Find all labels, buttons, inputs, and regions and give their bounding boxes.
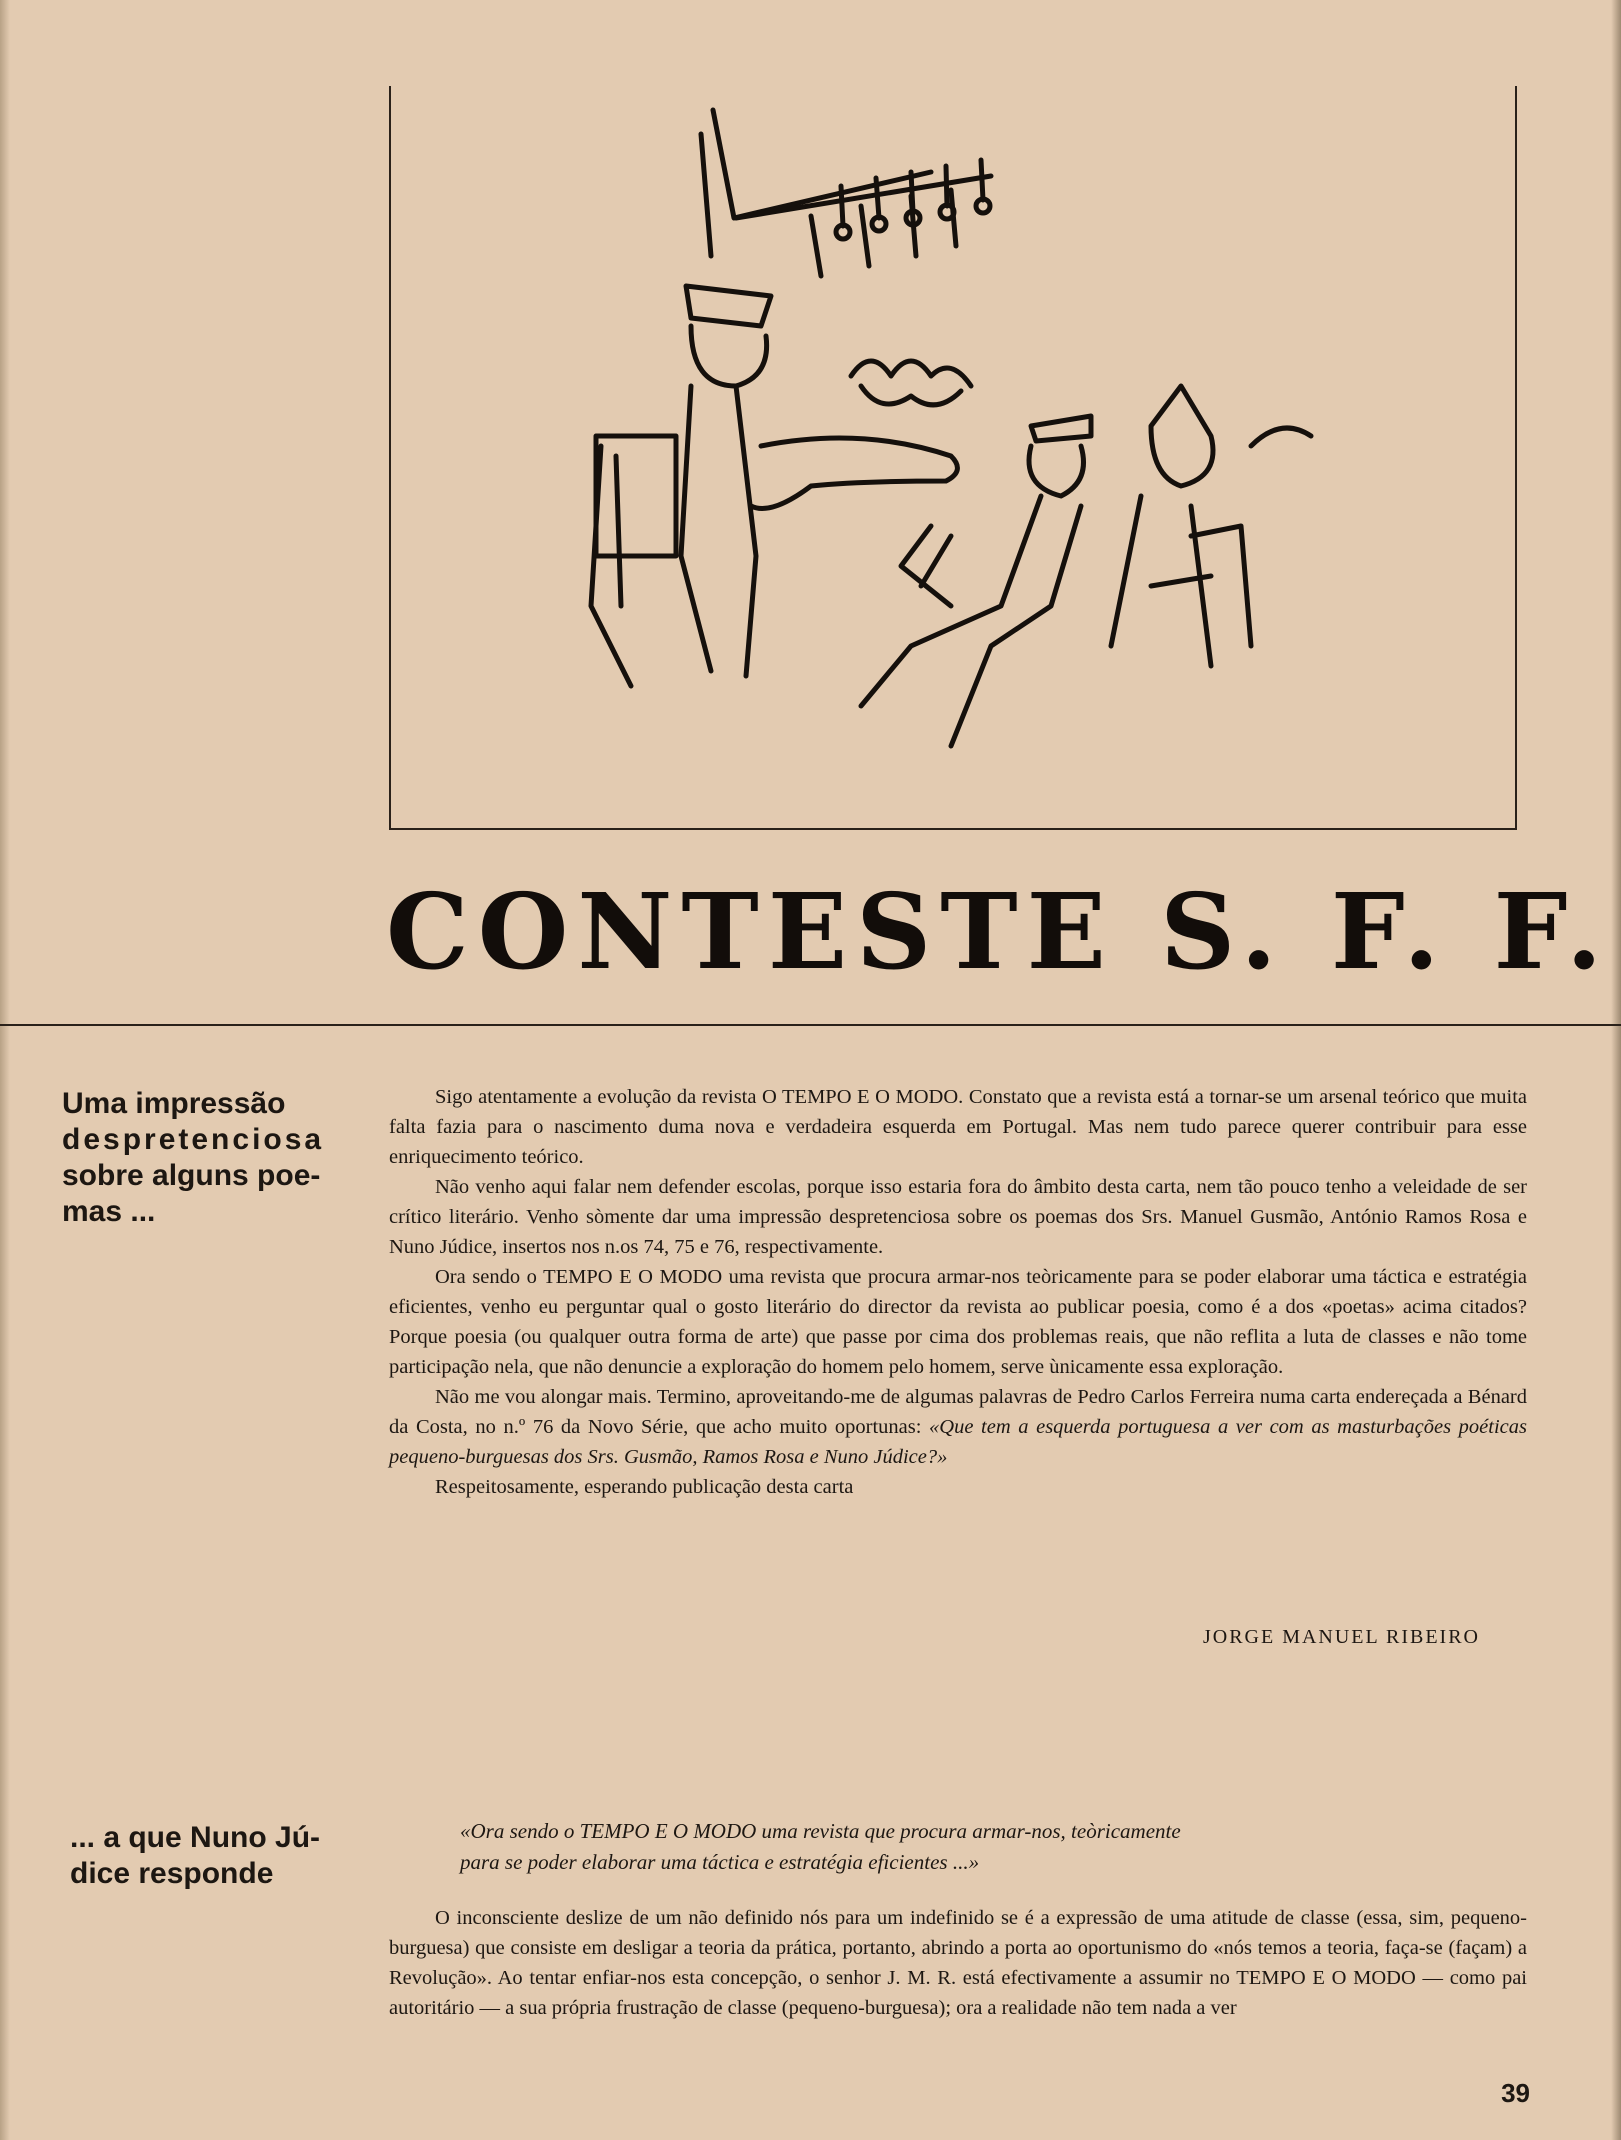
page-number: 39 xyxy=(1501,2078,1530,2108)
strap-pole xyxy=(701,134,711,256)
letter-paragraph: Sigo atentamente a evolução da revista O TEMPO E O MODO. Constato que a revista está a tornar-se um arsenal teórico que muita falta fazia para o nascimento duma nova e verdadeira esquerda em Portugal. Mas nem tudo parece querer contribuir para esse enriquecimento teórico. xyxy=(389,1086,1527,1168)
conductor-face xyxy=(691,326,767,386)
conductor-cap xyxy=(686,286,771,326)
letter-paragraph xyxy=(389,1382,1527,1472)
cartoon-illustration xyxy=(391,86,1519,830)
page-edge-left xyxy=(0,0,10,2140)
letter-signature: JORGE MANUEL RIBEIRO xyxy=(1202,1626,1480,1648)
pointing-hand xyxy=(751,438,957,509)
old-passenger-body xyxy=(1111,496,1211,666)
passenger-face xyxy=(1029,446,1084,496)
sidehead-reply xyxy=(70,1820,360,1892)
horizontal-rule xyxy=(0,1024,1621,1026)
sidehead-line: ... a que Nuno Jú- xyxy=(70,1821,321,1854)
sidehead-line: mas ... xyxy=(62,1195,156,1228)
reply-paragraph: O inconsciente deslize de um não definido nós para um indefinido se é a expressão de uma atitude de classe (essa, sim, pequeno-burguesa) que consiste em desligar a teoria da prática, portanto, abrindo a porta ao oportunismo do «nós temos a teoria, faça-se (façam) a Revolução». Ao tentar enfiar-nos esta concepção, o senhor J. M. R. está efectivamente a assumir no TEMPO E O MODO — como pai autoritário — a sua própria frustração de classe (pequeno-burguesa); ora a realidade não tem nada a ver xyxy=(389,1907,1527,2019)
background-crowd-2 xyxy=(861,386,961,405)
third-passenger-head xyxy=(1251,428,1311,446)
letter-text: Não me vou alongar mais. Termino, aproveitando-me de algumas palavras de Pedro Carlos Ferreira numa carta endereçada a Bénard da Costa, no n.º 76 da Novo Série, que acho muito oportunas: xyxy=(389,1386,1527,1438)
background-crowd xyxy=(851,361,971,386)
page-edge-right xyxy=(1611,0,1621,2140)
ticket-box xyxy=(596,436,676,556)
sidehead-letter xyxy=(62,1086,352,1230)
page-title: CONTESTE S. F. F. xyxy=(386,870,1612,993)
passenger-hat xyxy=(1031,416,1091,441)
letter-body xyxy=(389,1082,1527,1502)
sidehead-line: sobre alguns poe- xyxy=(62,1159,321,1192)
letter-paragraph: Não venho aqui falar nem defender escolas, porque isso estaria fora do âmbito desta carta, nem tão pouco tenho a veleidade de ser crítico literário. Venho sòmente dar uma impressão despretenciosa sobre os poemas dos Srs. Manuel Gusmão, António Ramos Rosa e Nuno Júdice, insertos nos n.os 74, 75 e 76, respectivamente. xyxy=(389,1176,1527,1258)
quoted-excerpt xyxy=(460,1816,1450,1878)
letter-quote: «Que tem a esquerda portuguesa a ver com as masturbações poéticas pequeno-burguesas dos Srs. Gusmão, Ramos Rosa e Nuno Júdice?» xyxy=(389,1416,1527,1468)
reply-body xyxy=(389,1903,1527,2023)
passenger-body xyxy=(861,496,1081,746)
sidehead-line: Uma impressão xyxy=(62,1087,286,1120)
old-passenger-head xyxy=(1151,386,1213,486)
letter-paragraph: Ora sendo o TEMPO E O MODO uma revista que procura armar-nos teòricamente para se poder elaborar uma táctica e estratégia eficientes, venho eu perguntar qual o gosto literário do director da revista ao publicar poesia, como é a dos «poetas» acima citados? Porque poesia (ou qualquer outra forma de arte) que passe por cima dos problemas reais, que não reflita a luta de classes e não tome participação nela, que não denuncie a exploração do homem pelo homem, serve ùnicamente essa exploração. xyxy=(389,1266,1527,1378)
quote-line: «Ora sendo o TEMPO E O MODO uma revista que procura armar-nos, teòricamente xyxy=(460,1819,1181,1843)
cartoon-illustration-frame xyxy=(389,86,1517,830)
sidehead-line: dice responde xyxy=(70,1857,274,1890)
sidehead-line: despretenciosa xyxy=(62,1123,325,1156)
conductor-coat xyxy=(681,386,756,676)
letter-closing: Respeitosamente, esperando publicação desta carta xyxy=(435,1476,854,1498)
seated-legs xyxy=(901,526,951,606)
quote-line: para se poder elaborar uma táctica e estratégia eficientes ...» xyxy=(460,1850,980,1874)
